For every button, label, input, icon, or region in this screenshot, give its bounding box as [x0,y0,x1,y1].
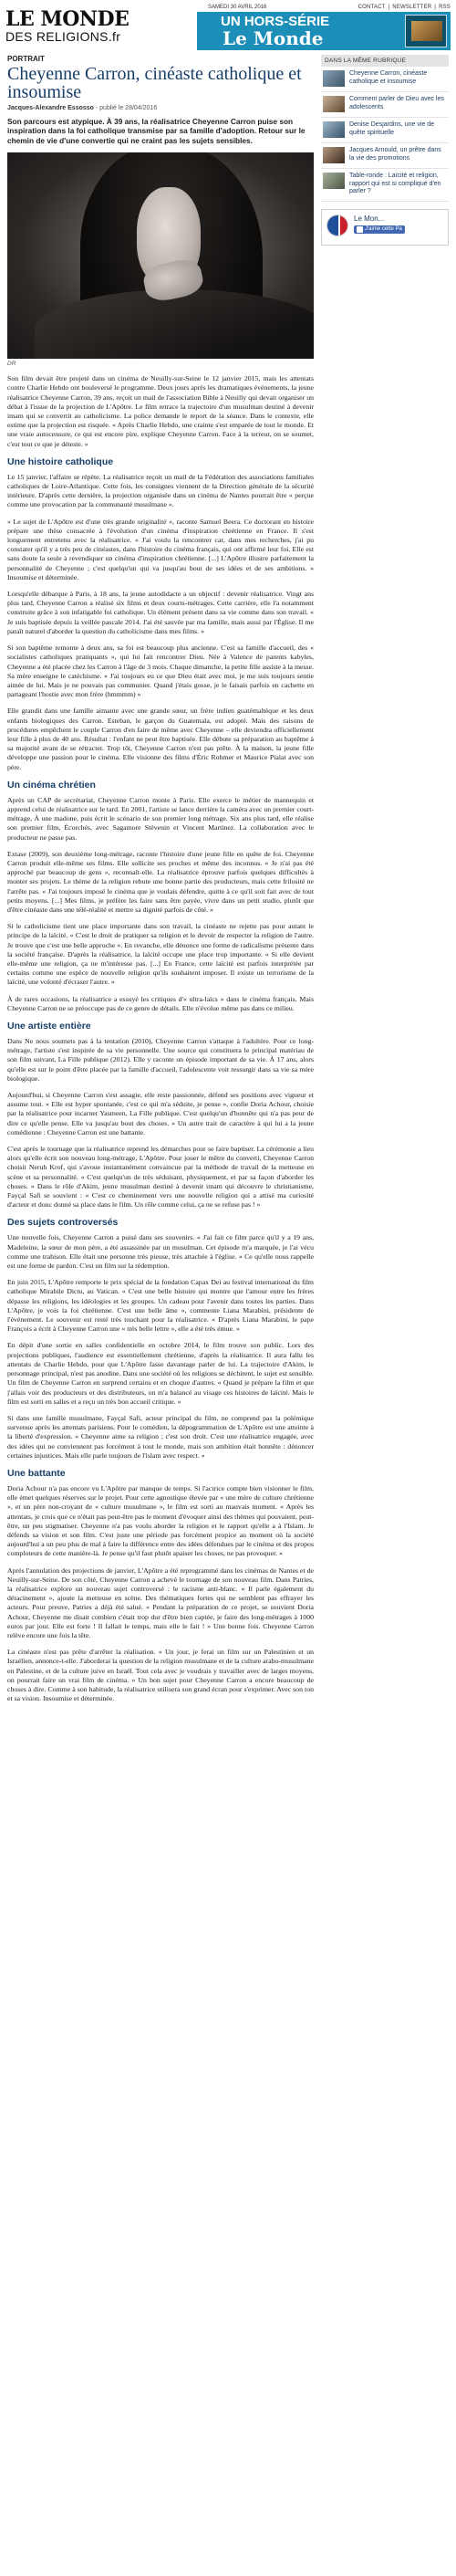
related-link[interactable]: Jacques Arnould, un prêtre dans la vie des promotions [349,147,441,162]
facebook-like-button[interactable] [354,225,405,234]
paragraph: Aujourd'hui, si Cheyenne Carron s'est assagie, elle reste passionnée, défend ses positions avec vigueur et assume tout. « Elle est hyper spontanée, c'est ce qui m'a séduite, je pense », confie Doria Achour, choisie par la réalisatrice pour incarner Yasmeen, La Fille publique. C'est quelqu'un d'honnête qui n'a pas peur de dire ce qu'elle pense. Elle va jusqu'au bout des choses. » Un autre trait de caractère à qui lui a la jeune comédienne : Cheyenne Carron est une battante. [7,1091,314,1136]
paragraph: Après l'annulation des projections de janvier, L'Apôtre a été reprogrammé dans les cinémas de Nantes et de Neuilly-sur-Seine. De son côté, Cheyenne Carron a achevé le tournage de son nouveau film. Dans Patries, la réalisatrice explore un nouveau sujet controversé : le racisme anti-blanc. « Il parle également du déracinement », ajoute la metteuse en scène. Des thématiques fortes qui ne semblent pas effrayer les acteurs. Pour preuve, Patries a déjà été salué. « Pendant la préparation de ce projet, se souvient Doria Achour, Cheyenne me disait combien c'était trop dur d'être bien captée, je faire des long-métrages à 1000 euros par jour. Elle est forte ! Il fallait le temps, mais elle le fait ! » Une bonne fois. Cheyenne Carron relève encore une fois la tête. [7,1565,314,1639]
related-thumbnail [323,70,345,87]
paragraph: Doria Achour n'a pas encore vu L'Apôtre par manque de temps. Si l'actrice compte bien visionner le film, elle émet quelques réserves sur le projet. Pour cette agnostique élevée par « une mère de culture chrétienne », et un père non-croyant de « culture musulmane », le film est sorti au mauvais moment. « Après les attentats, je crois que ce n'était pas peut-être pas le moment d'évoquer ainsi des thèmes qui pouvaient, peut-être, un peu stigmatiser. Cheyenne n'a pas voulu aborder la religion et le rapport qu'elle a à l'Islam. Je défends sa vision et son film. C'est juste une période pas forcément propice au moment où la société aujourd'hui a un peu plus de mal à faire la différence entre des idées défendues par le cinéma et des propos comploteurs de cette manière-là. Je pense qu'il faut plutôt apaiser les choses, ne pas provoquer. » [7,1483,314,1558]
logo-line2: DES RELIGIONS.fr [5,29,121,44]
article-title: Cheyenne Carron, cinéaste catholique et insoumise [7,64,302,102]
paragraph: Elle grandit dans une famille aimante avec une grande sœur, un frère indien guatémaltèque et les deux enfants biologiques des Carron. Esteban, le garçon du Guatemala, est adopté. Mais des raisons de procédures empêchent le couple Carron d'en faire de même avec Cheyenne – elle deviendra officiellement leur fille à plus de 40 ans. Résultat : l'enfant ne peut être baptisée. Elle débute sa préparation au baptême à sa majorité avant de se rétracter. Trop tôt, Cheyenne Carron n'est pas prête. À la maison, la jeune fille développe une passion pour le cinéma. Elle visionne des films d'Éric Rohmer et Maurice Pialat avec son père. [7,707,314,771]
related-item[interactable] [321,143,449,169]
like-label: J'aime cette Pa [365,226,402,233]
section-heading: Des sujets controversés [7,1217,119,1229]
article-body [7,374,314,1703]
rss-link[interactable]: RSS [439,4,451,10]
paragraph: Extase (2009), son deuxième long-métrage, raconte l'histoire d'une jeune fille en quête de foi. Cheyenne Carron produit elle-même ses films. Elle sollicite ses proches et même des inconnus. « Je n'ai pas été approché par beaucoup de gens », reconnaît-elle. La réalisatrice éprouve parfois quelques difficultés à monter ses projets. Le thème de la religion rebute une bonne partie des producteurs, mais cette frilosité ne l'arrête pas. « J'ai toujours imposé le cinéma que je voulais défendre, quitte à ce qu'il soit fait avec de tout petits moyens. [...] Mes films, je préfère les faire sans être payée, vivre dans un petit studio, plutôt que d'être cinéaste dans une télé-réalité et mettre sa dignité parfois de côté. » [7,849,314,914]
related-link[interactable]: Comment parler de Dieu avec les adolescents [349,96,444,110]
separator: | [434,4,437,10]
newsletter-link[interactable]: NEWSLETTER [392,4,432,10]
magazine-cover-image [405,15,447,47]
paragraph: Si le catholicisme tient une place importante dans son travail, la cinéaste ne rejette pas pour autant le principe de la laïcité. « C'est le droit de pratiquer sa religion et le devoir de respecter la religion de l'autre. Je trouve que c'est une belle approche ». En revanche, elle dénonce une forme de radicalisme présente dans la société française. D'après la réalisatrice, la laïcité occupe une place trop importante. « Si elle devient elle-même une religion, ça ne m'intéresse pas. [...] En France, cette laïcité est parfois interprétée par certains comme une espèce de nouvelle religion qu'ils souhaitent imposer. Il existe un terrorisme de la laïcité, une volonté d'écraser l'autre. » [7,922,314,987]
related-item[interactable] [321,118,449,143]
related-item[interactable] [321,92,449,118]
utility-links [358,5,451,10]
sidebar [321,55,449,246]
paragraph: « Le sujet de L'Apôtre est d'une très grande originalité », raconte Samuel Beera. Ce doctorant en histoire prépare une thèse consacrée à l'évolution d'un cinéma d'inspiration chrétienne en France. Il s'est longuement entretenu avec la réalisatrice. « J'ai voulu la rencontrer car, dans mes recherches, j'ai pu constater qu'il y a très peu de cinéastes, dans l'histoire du cinéma français, qui ont affirmé leur foi. Elle est sans doute la seule à revendiquer un cinéma d'inspiration chrétienne. [...] L'Apôtre illustre parfaitement la personnalité de Cheyenne ; c'est quelqu'un qui va jusqu'au bout de ses idées et de ses ambitions. » Insoumise et déterminée. [7,517,314,581]
paragraph: Lorsqu'elle débarque à Paris, à 18 ans, la jeune autodidacte a un objectif : devenir réalisatrice. Vingt ans plus tard, Cheyenne Carron a réalisé six films et deux courts-métrages. Cette carrière, elle l'a notamment construite grâce à son infatigable foi catholique. Un élément présent dans sa vie comme dans son travail. « Je suis baptisée depuis la veillée pascale 2014. J'ai été sauvée par ma famille, mais aussi par l'Église. Il me paraît naturel d'aborder la question du catholicisme dans mes films. » [7,590,314,635]
paragraph: Son film devait être projeté dans un cinéma de Neuilly-sur-Seine le 12 janvier 2015, mais les attentats contre Charlie Hebdo ont bouleversé le programme. Deux jours après les dramatiques événements, la jeune réalisatrice Cheyenne Carron, 39 ans, reçoit un mail de l'association Bible à Neuilly qui devait organiser un débat à l'issue de la projection de L'Apôtre. Le film retrace la trajectoire d'un musulman destiné à devenir imam qui se convertit au catholicisme. La police demande le report de la séance. Dans le contexte, elle estime que la projection est risquée. « Après Charlie Hebdo, une crainte s'est emparée de tout le monde. Et une vraie autocensure, ce qui est encore pire, explique Cheyenne Carron. Face à la terreur, on se soumet, c'est tout ce que je déteste. » [7,374,314,448]
paragraph: La cinéaste n'est pas prête d'arrêter la réalisation. « Un jour, je ferai un film sur un Palestinien et un Israélien, annonce-t-elle. J'aborderai la question de la religion musulmane et de la culture arabo-musulmane en Palestine, et de la culture juive en Israël. Tout cela avec je voudrais y travailler avec de larges moyens, on pourrait faire un vrai film de cinéma. » Un bon sujet pour Cheyenne Carron a encore beaucoup de choses à dire. Comme à son habitude, la réalisatrice utilisera son grand écran pour s'exprimer. Avec son ton et sa vision. Insoumise et déterminée. [7,1648,314,1703]
section-heading: Une artiste entière [7,1021,91,1031]
paragraph: Une nouvelle fois, Cheyenne Carron a puisé dans ses souvenirs. « J'ai fait ce film parce qu'il y a 19 ans, Madeleine, la sœur de mon père, a été assassinée par un musulman. Cet épisode m'a marquée, je l'ai vécu comme une trahison. Elle était une personne très pieuse, très attachée à l'église. » Ce qu'elle nous rappelle est une forme de pardon. C'est un film sur la rédemption. [7,1233,314,1271]
site-logo[interactable] [5,9,142,44]
paragraph: À de rares occasions, la réalisatrice a essuyé les critiques d'« ultra-laïcs » dans le cinéma français. Mais Cheyenne Carron ne se préoccupe pas de ce genre de détails. Elle n'évolue même pas dans ce milieu. [7,994,314,1012]
top-utility-bar [202,2,456,12]
related-thumbnail [323,173,345,189]
facebook-page-name[interactable]: Le Mon... [354,214,385,223]
paragraph: En dépit d'une sortie en salles confidentielle en octobre 2014, le film trouve son public. Lors des projections publiques, l'audience est essentiellement chrétienne, d'après la réalisatrice. Il aura fallu les attentats de Charlie Hebdo, pour que L'Apôtre fasse davantage parler de lui. La trajectoire d'Akim, le personnage principal, n'est pas anodine. Dans une société où les religions se déchirent, le sujet est sensible. Un film de Cheyenne Carron en surprend certains et en choque d'autres. « Quand je prépare la film et que j'allais voir des producteurs et des distributeurs, on m'a balancé au visage ces histoires de laïcité. Mais le film est sorti en salles et a reçu un très bon accueil critique. » [7,1341,314,1406]
separator: | [388,4,390,10]
related-thumbnail [323,147,345,163]
facebook-widget [321,209,449,246]
contact-link[interactable]: CONTACT [358,4,386,10]
current-date: SAMEDI 30 AVRIL 2016 [208,4,267,10]
banner-line1: UN HORS-SÉRIE [221,14,330,29]
related-link[interactable]: Denise Desjardins, une vie de quête spirituelle [349,121,434,136]
paragraph: Le 15 janvier, l'affaire se répète. La réalisatrice reçoit un mail de la Fédération des associations familiales catholiques de Loire-Atlantique. Cette fois, les consignes viennent de la Direction générale de la sécurité intérieure. D'après cette dernière, la projection organisée dans un cinéma de Nantes pourrait être « perçue comme une provocation par la communauté musulmane ». [7,472,314,509]
article-lede: Son parcours est atypique. À 39 ans, la réalisatrice Cheyenne Carron puise son inspiration dans la foi catholique transmise par sa famille d'adoption. Retour sur le chemin de vie d'une convertie qui ne craint pas les sujets sensibles. [7,117,306,145]
article-column [7,55,314,1711]
related-item[interactable] [321,169,449,202]
site-header [0,0,456,53]
paragraph: En juin 2015, L'Apôtre remporte le prix spécial de la fondation Capax Dei au festival international du film catholique Mirabile Dictu, au Vatican. « C'est une belle histoire qui montre que l'amour entre les frères dépasse les religions, les idéologies et les groupes. Un cadeau pour l'avenir dans toutes les parties. Dans L'Apôtre, je vois la foi chrétienne. C'est une belle âme », commente Liana Marabini, présidente de l'événement. Le souvenir est resté très touchant pour la réalisatrice. « D'après Liana Marabini, le pape François a écrit à Cheyenne Carron une « très belle lettre », elle a été très émue. » [7,1278,314,1334]
thumbs-up-icon [357,226,363,233]
related-thumbnail [323,96,345,112]
related-link[interactable]: Cheyenne Carron, cinéaste catholique et insoumise [349,70,428,85]
paragraph: Dans Ne nous soumets pas à la tentation (2010), Cheyenne Carron s'attaque à l'adultère. Pour ce long-métrage, l'artiste s'est inspirée de sa vie personnelle. Une source qui constituera le principal matériau de son film suivant, La Fille publique (2012). Elle y raconte un épisode important de sa vie. À 17 ans, alors qu'elle est sur le point d'être placée par la famille d'accueil, l'adolescente voit ressurgir dans sa vie sa mère biologique. [7,1037,314,1083]
publish-date: - publié le 28/04/2016 [95,105,158,111]
hors-serie-banner[interactable] [197,12,451,50]
author-name[interactable]: Jacques-Alexandre Essosso [7,105,94,111]
section-heading: Une battante [7,1467,66,1479]
banner-line2: Le Monde [223,27,324,49]
photo-credit: DR [7,361,16,368]
paragraph: Si dans une famille musulmane, Fayçal Safi, acteur principal du film, ne comprend pas la polémique survenue après les attentats parisiens. Pour le comédien, la dépogrammation de L'Apôtre est une atteinte à la liberté d'expression. « Cheyenne aime sa religion ; c'est son droit. C'est une réalisatrice engagée, avec des idées qui ne conviennent pas forcément à tout le monde, mais son ambition était honnête : dénoncer certaines injustices. Mais elle parle toujours de l'islam avec respect. » [7,1413,314,1460]
page-logo-icon [326,215,348,236]
related-item[interactable] [321,67,449,92]
section-label: PORTRAIT [7,55,45,63]
byline [7,105,314,111]
paragraph: Après un CAP de secrétariat, Cheyenne Carron monte à Paris. Elle exerce le métier de mannequin et apprend celui de réalisatrice sur le tard. En 2001, l'artiste se lance derrière la caméra avec un premier court-métrage, À une madone, puis écrit le scénario de son premier long métrage. Six ans plus tard, elle réalise son premier film, Écorchés, avec Sagamore Stévenin et Vincent Martinez. La collaboration avec le producteur ne passe pas. [7,795,314,842]
related-thumbnail [323,121,345,138]
portrait-photo [7,152,314,359]
logo-line1: LE MONDE [5,7,130,31]
section-heading: Un cinéma chrétien [7,779,96,791]
paragraph: Si son baptême remonte à deux ans, sa foi est beaucoup plus ancienne. C'est sa famille d'accueil, des « socialistes catholiques pratiquants », qui lui fait rencontrer Dieu. Née à Valence de parents kabyles, Cheyenne a été placée chez les Carron à l'âge de 3 mois. Chaque dimanche, la petite fille assiste à la messe. Sa mère enseigne le catéchisme. « J'ai toujours eu ce que Dieu était avec moi, je me suis toujours sentie aimée de lui. Mais je ne pouvais pas communier. Quand j'étais gosse, je le faisais parfois en cachette en partageant l'hostie avec mon frère (hmmmm) » [7,644,314,699]
section-heading: Une histoire catholique [7,456,114,467]
related-heading: DANS LA MÊME RUBRIQUE [321,55,449,67]
related-link[interactable]: Table-ronde : Laïcité et religion, rapport qui est si compliqué d'en parler ? [349,173,441,195]
paragraph: C'est après le tournage que la réalisatrice reprend les démarches pour se faire baptiser. La cérémonie a lieu alors qu'elle écrit son nouveau long-métrage, L'Apôtre. Pour jouer le mêtre du converti, Cheyenne Carron choisit Neruh Krof, qui s'avoue instantanément convaincue par la méthode de travail de la metteuse en scène et sa personnalité. « C'est quelqu'un de très séduisant, physiquement, et par sa façon d'aborder les choses. » Dans le rôle d'Akim, jeune musulman destiné à devenir imam qui découvre le christianisme, Fayçal Safi se souvient : « C'est ce cheminement vers une nouvelle religion qui a attisé ma curiosité d'acteur et donc donné sa place dans le film. Un rôle comme celui, ça ne se refuse pas ! » [7,1145,314,1209]
